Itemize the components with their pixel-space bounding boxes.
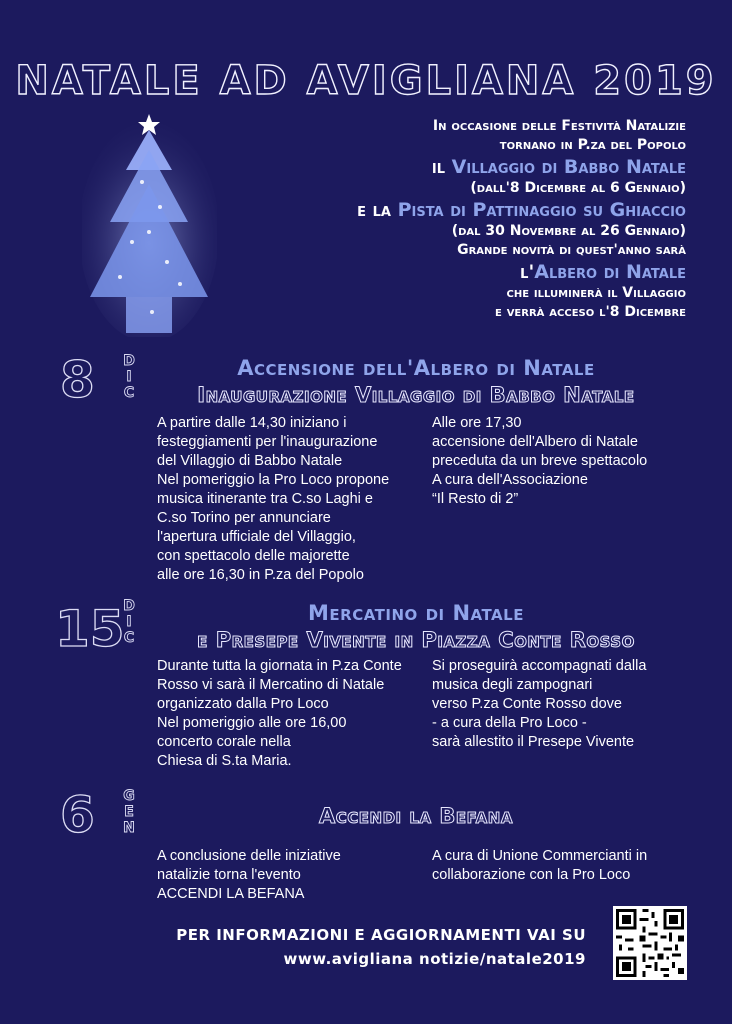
event-month: G E N	[123, 788, 135, 836]
intro-highlight: Villaggio di Babbo Natale	[451, 156, 686, 178]
event-title: Accendi la Befana	[319, 804, 513, 828]
event-details-left: A partire dalle 14,30 iniziano i festeggiamenti per l'inaugurazione del Villaggio di Babbo Natale Nel pomeriggio la Pro Loco propone musica itinerante tra C.so Laghi e C.so Torino per annunciare l'apertura ufficiale del Villaggio, con spettacolo delle majorette alle ore 16,30 in P.za del Popolo	[157, 415, 390, 583]
info-url[interactable]: www.avigliana notizie/natale2019	[283, 950, 586, 968]
event-month: D I C	[123, 598, 135, 646]
event-day: 15	[55, 600, 125, 658]
event-details-left: A conclusione delle iniziative natalizie torna l'evento ACCENDI LA BEFANA	[157, 848, 341, 902]
event-day: 6	[60, 786, 95, 844]
intro-line: (dall'8 Dicembre al 6 Gennaio)	[470, 180, 686, 196]
event-month: D I C	[123, 353, 135, 401]
intro-line: e verrà acceso l'8 Dicembre	[494, 304, 686, 320]
intro-line: In occasione delle Festività Natalizie	[432, 118, 686, 134]
intro-line: il Villaggio di Babbo Natale	[431, 156, 686, 178]
poster-title: NATALE AD AVIGLIANA 2019	[15, 58, 717, 104]
event-title: Accensione dell'Albero di Natale Inaugurazione Villaggio di Babbo Natale	[197, 356, 635, 407]
event-details-right: Si proseguirà accompagnati dalla musica degli zampognari verso P.za Conte Rosso dove - a cura della Pro Loco - sarà allestito il Presepe Vivente	[432, 658, 647, 750]
intro-line: e la Pista di Pattinaggio su Ghiaccio	[357, 199, 686, 221]
event-details-left: Durante tutta la giornata in P.za Conte Rosso vi sarà il Mercatino di Natale organizzato dalla Pro Loco Nel pomeriggio alle ore 16,00 concerto corale nella Chiesa di S.ta Maria.	[157, 658, 402, 769]
event-details-right: Alle ore 17,30 accensione dell'Albero di Natale preceduta da un breve spettacolo A cura dell'Associazione “Il Resto di 2”	[432, 415, 648, 507]
intro-line: Grande novità di quest'anno sarà	[457, 242, 686, 258]
event-title: Mercatino di Natale e Presepe Vivente in Piazza Conte Rosso	[197, 601, 635, 652]
info-block	[150, 923, 586, 971]
intro-line: (dal 30 Novembre al 26 Gennaio)	[451, 223, 686, 239]
event-details-right: A cura di Unione Commercianti in collaborazione con la Pro Loco	[432, 848, 648, 883]
intro-highlight: Albero di Natale	[534, 261, 686, 283]
intro-block	[250, 117, 686, 322]
intro-line: tornano in P.za del Popolo	[499, 137, 686, 153]
intro-line: che illuminerà il Villaggio	[506, 285, 686, 301]
qr-code[interactable]	[613, 906, 687, 980]
intro-line: l'Albero di Natale	[520, 261, 686, 283]
intro-highlight: Pista di Pattinaggio su Ghiaccio	[397, 199, 686, 221]
christmas-tree-icon	[82, 112, 217, 337]
event-day: 8	[60, 351, 95, 409]
info-label: PER INFORMAZIONI E AGGIORNAMENTI VAI SU	[176, 926, 586, 944]
